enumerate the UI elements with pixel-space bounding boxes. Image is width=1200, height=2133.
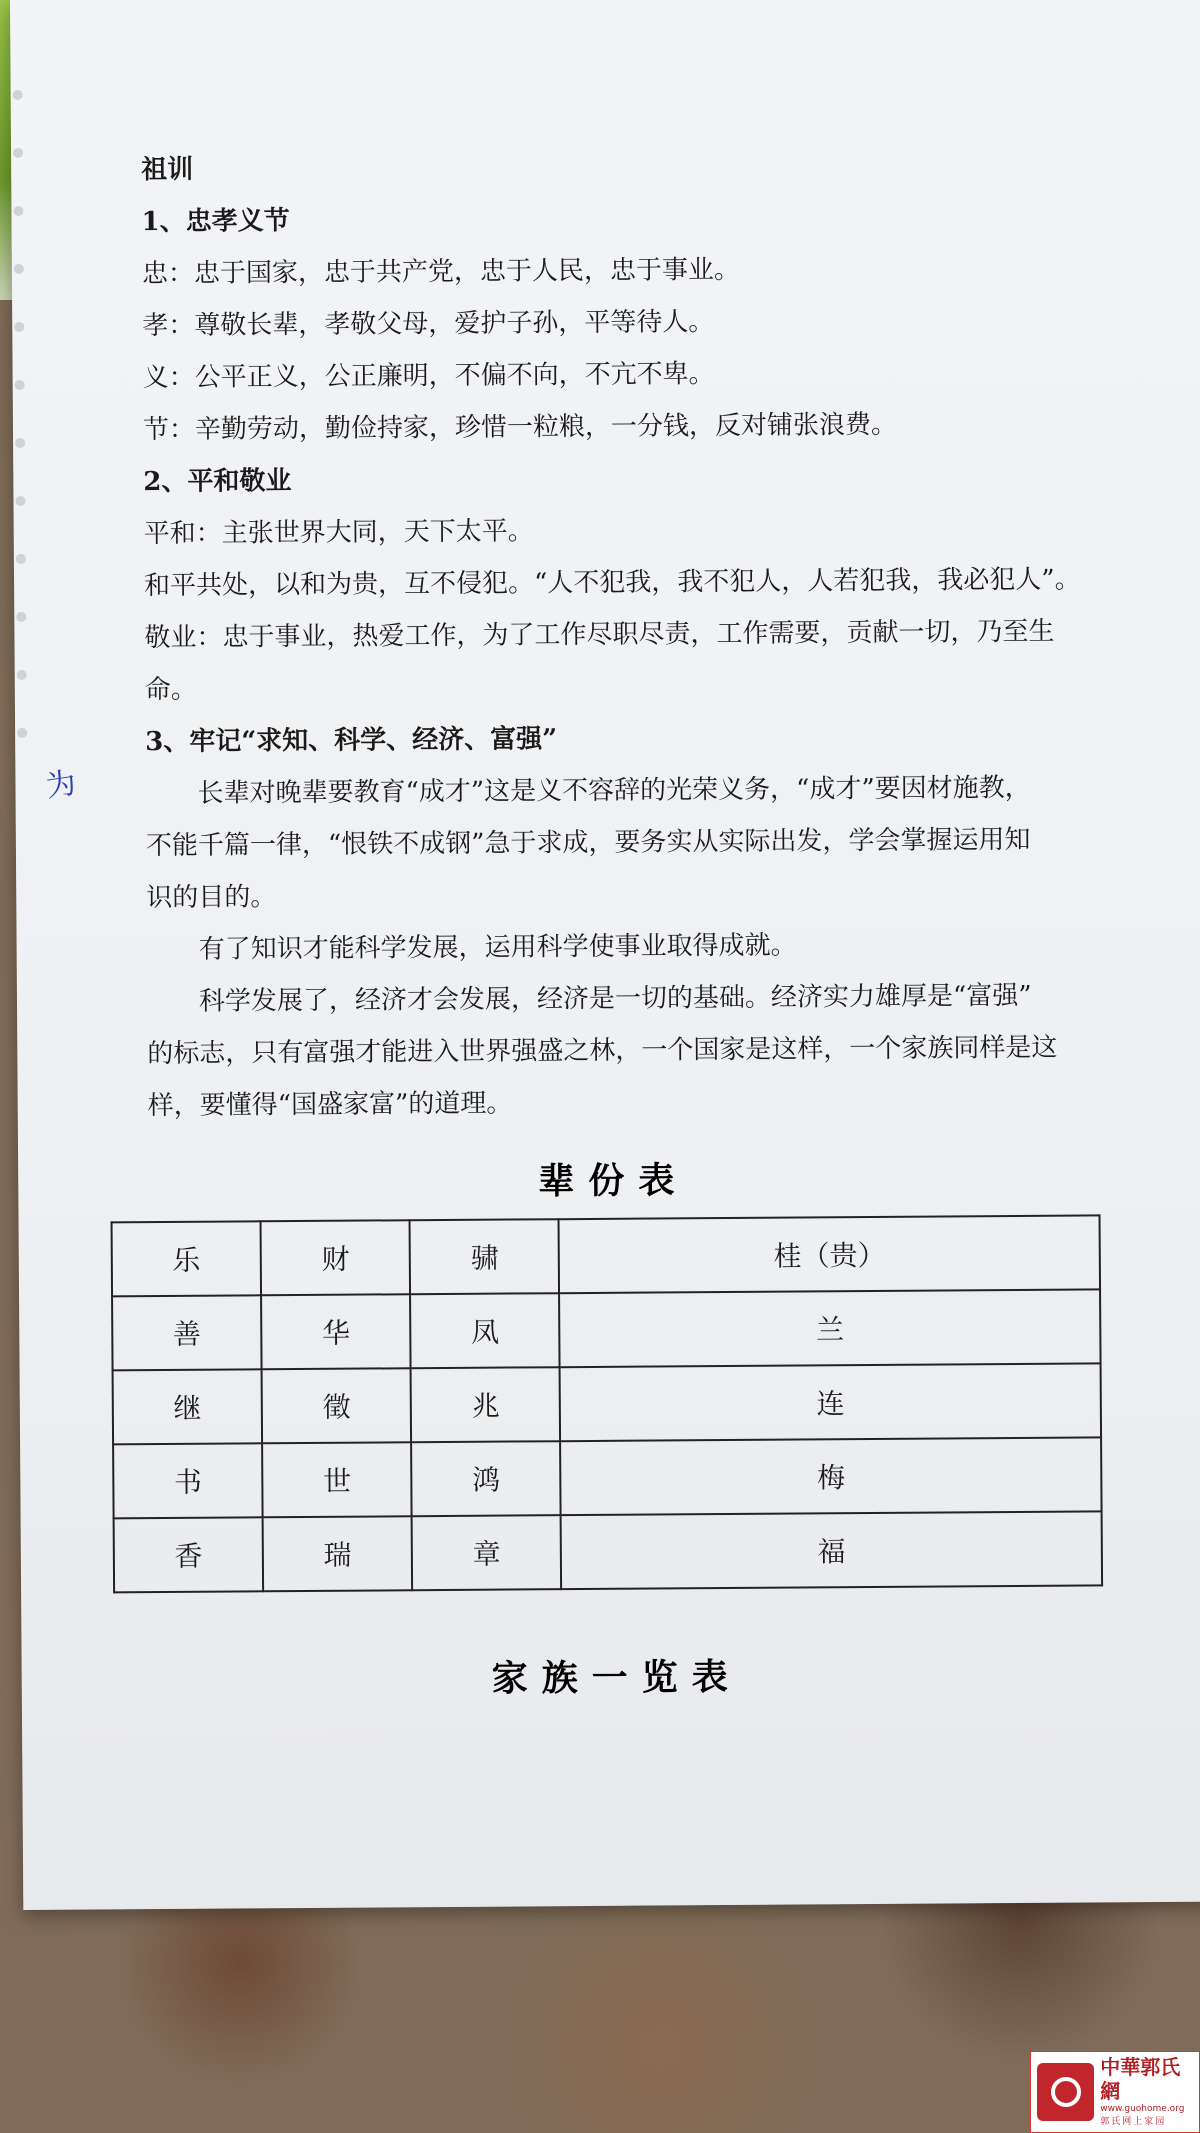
table-cell: 兰	[560, 1289, 1101, 1367]
table-row	[113, 1363, 1101, 1444]
table-cell: 香	[114, 1517, 264, 1592]
table-cell: 世	[262, 1442, 412, 1517]
generation-table-title: 辈份表	[538, 1159, 689, 1203]
site-watermark	[1030, 2051, 1200, 2133]
item3-para3-line: 科学发展了，经济才会发展，经济是一切的基础。经济实力雄厚是“富强”	[198, 980, 1032, 1017]
table-cell: 华	[261, 1294, 411, 1369]
section-title: 祖训	[141, 154, 194, 186]
table-cell: 财	[261, 1220, 411, 1295]
guohome-logo-icon	[1037, 2063, 1094, 2121]
generation-table	[111, 1214, 1104, 1593]
table-cell: 福	[561, 1511, 1102, 1589]
table-cell: 善	[112, 1295, 262, 1370]
table-cell: 桂（贵）	[559, 1215, 1100, 1293]
item2-line: 敬业：忠于事业，热爱工作，为了工作尽职尽责，工作需要，贡献一切，乃至生	[144, 616, 1055, 654]
watermark-slogan: 郭氏网上家园	[1100, 2117, 1167, 2127]
item3-para3-line: 样，要懂得“国盛家富”的道理。	[147, 1088, 513, 1122]
table-row	[114, 1511, 1102, 1592]
table-cell: 章	[412, 1515, 562, 1590]
table-cell: 徵	[262, 1368, 412, 1443]
table-row	[113, 1437, 1101, 1518]
item2-heading: 2、平和敬业	[143, 466, 292, 498]
table-cell: 继	[113, 1369, 263, 1444]
handwritten-note: 为	[43, 765, 79, 805]
table-row	[112, 1215, 1100, 1296]
watermark-text	[1100, 2055, 1199, 2129]
table-cell: 鸿	[411, 1441, 561, 1516]
item3-heading: 3、牢记“求知、科学、经济、富强”	[145, 724, 558, 758]
table-cell: 兆	[411, 1367, 561, 1442]
table-cell: 连	[560, 1363, 1101, 1441]
item1-line: 忠：忠于国家，忠于共产党，忠于人民，忠于事业。	[141, 254, 741, 290]
document-content	[141, 137, 1108, 1132]
item2-line: 命。	[144, 674, 197, 706]
document-page	[10, 0, 1200, 1910]
item2-line: 平和：主张世界大同，天下太平。	[143, 516, 534, 550]
table-cell: 瑞	[263, 1516, 413, 1591]
family-table-title: 家族一览表	[491, 1655, 742, 1700]
item3-para2: 有了知识才能科学发展，运用科学使事业取得成就。	[198, 930, 797, 965]
item1-line: 节：辛勤劳动，勤俭持家，珍惜一粒粮，一分钱，反对铺张浪费。	[142, 409, 898, 446]
item2-line: 和平共处，以和为贵，互不侵犯。“人不犯我，我不犯人，人若犯我，我必犯人”。	[143, 564, 1081, 602]
table-row	[112, 1289, 1100, 1370]
table-cell: 梅	[561, 1437, 1102, 1515]
item3-para1-line: 不能千篇一律，“恨铁不成钢”急于求成，要务实从实际出发，学会掌握运用知	[145, 824, 1031, 862]
watermark-site: www.guohome.org	[1100, 2104, 1185, 2114]
watermark-name: 中華郭氏網	[1100, 2055, 1181, 2103]
item1-heading: 1、忠孝义节	[141, 206, 290, 238]
item3-para3-line: 的标志，只有富强才能进入世界强盛之林，一个国家是这样，一个家族同样是这	[147, 1032, 1058, 1070]
item3-para1-line: 识的目的。	[146, 882, 277, 914]
table-cell: 书	[113, 1443, 263, 1518]
item3-para1-line: 长辈对晚辈要教育“成才”这是义不容辞的光荣义务，“成才”要因材施教，	[197, 772, 1031, 809]
table-cell: 乐	[112, 1221, 262, 1296]
table-cell: 骕	[410, 1219, 560, 1294]
item1-line: 义：公平正义，公正廉明，不偏不向，不亢不卑。	[142, 359, 715, 394]
table-cell: 凤	[410, 1293, 560, 1368]
item1-line: 孝：尊敬长辈，孝敬父母，爱护子孙，平等待人。	[142, 307, 715, 342]
